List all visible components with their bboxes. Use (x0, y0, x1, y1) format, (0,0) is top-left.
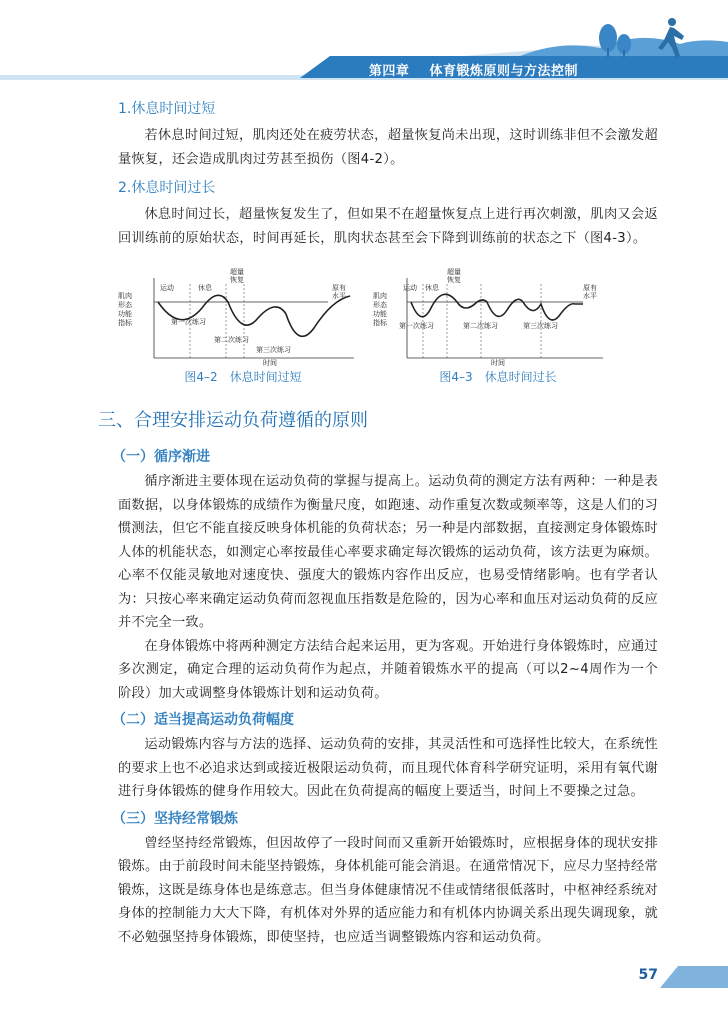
label-orig-1: 原有 (583, 284, 597, 292)
x-axis-label: 时间 (491, 359, 505, 366)
x-axis-label: 时间 (263, 359, 277, 366)
group2-paragraph-1: 运动锻炼内容与方法的选择、运动负荷的安排，其灵活性和可选择性比较大，在系统性的要求上也不必追求达到或接近极限运动负荷，而且现代体育科学研究证明，采用有氧代谢进行身体锻炼的健身作用较大。因此在负荷提高的幅度上要适当，时间上不要操之过急。 (118, 737, 658, 799)
header-decoration (0, 0, 728, 80)
y-axis-label-4: 指标 (373, 319, 387, 327)
page-number: 57 (638, 967, 658, 983)
item2-heading: 2.休息时间过长 (118, 180, 216, 196)
chapter-name: 体育锻炼原则与方法控制 (429, 64, 578, 79)
label-motion: 运动 (403, 284, 417, 292)
label-rest: 休息 (198, 284, 212, 292)
group2-heading: （二）适当提高运动负荷幅度 (112, 712, 294, 728)
footer-decoration (660, 966, 728, 988)
figure-caption-left: 图4–2 休息时间过短 (184, 370, 302, 384)
label-rest: 休息 (425, 284, 439, 292)
y-axis-label-3: 功能 (118, 310, 132, 318)
y-axis-label-2: 形态 (373, 301, 387, 309)
group1-paragraph-1: 循序渐进主要体现在运动负荷的掌握与提高上。运动负荷的测定方法有两种：一种是表面数据，以身体锻炼的成绩作为衡量尺度，如跑速、动作重复次数或频率等，这是人们的习惯测法，但它不能直接反映身体机能的负荷状态；另一种是内部数据，直接测定身体锻炼时人体的机能状态，如测定心率按最佳心率要求确定每次锻炼的运动负荷，该方法更为麻烦。心率不仅能灵敏地对速度快、强度大的锻炼内容作出反应，也易受情绪影响。也有学者认为：只按心率来确定运动负荷而忽视血压指数是危险的，因为心率和血压对运动负荷的反应并不完全一致。 (118, 474, 658, 630)
item2-text: 休息时间过长，超量恢复发生了，但如果不在超量恢复点上进行再次刺激，肌肉又会返回训练前的原始状态，时间再延长，肌肉状态甚至会下降到训练前的状态之下（图4-3）。 (118, 207, 658, 246)
train-1-label: 第一次练习 (171, 318, 206, 326)
y-axis-label-1: 肌肉 (373, 292, 387, 300)
item1-text: 若休息时间过短，肌肉还处在疲劳状态，超量恢复尚未出现，这时训练非但不会激发超量恢复，还会造成肌肉过劳甚至损伤（图4-2）。 (118, 128, 658, 167)
group3-paragraph-1: 曾经坚持经常锻炼，但因故停了一段时间而又重新开始锻炼时，应根据身体的现状安排锻炼。由于前段时间未能坚持锻炼，身体机能可能会消退。在通常情况下，应尽力坚持经常锻炼，这既是练身体也是练意志。但当身体健康情况不佳或情绪很低落时，中枢神经系统对身体的控制能力大大下降，有机体对外界的适应能力和有机体内协调关系出现失调现象，就不必勉强坚持身体锻炼，即使坚持，也应适当调整锻炼内容和运动负荷。 (118, 835, 658, 945)
y-axis-label-4: 指标 (118, 319, 132, 327)
figure-caption-right: 图4–3 休息时间过长 (439, 370, 557, 384)
label-over-1: 超量 (447, 268, 461, 276)
label-orig-1: 原有 (332, 284, 346, 292)
label-motion: 运动 (160, 284, 174, 292)
train-2-label: 第二次练习 (463, 322, 498, 330)
figure-rest-too-long (373, 258, 623, 388)
figures-row (118, 258, 658, 388)
label-over-2: 恢复 (230, 276, 244, 284)
train-3-label: 第三次练习 (256, 346, 291, 354)
section-heading: 三、合理安排运动负荷遵循的原则 (98, 410, 368, 431)
train-2-label: 第二次练习 (214, 336, 249, 344)
chapter-title (369, 60, 578, 79)
figure-rest-too-long-diagram (373, 258, 623, 366)
label-over-1: 超量 (230, 268, 244, 276)
chapter-number: 第四章 (368, 64, 410, 79)
label-over-2: 恢复 (447, 276, 461, 284)
train-3-label: 第三次练习 (523, 322, 558, 330)
group3-heading: （三）坚持经常锻炼 (112, 810, 238, 827)
y-axis-label-3: 功能 (373, 310, 387, 318)
y-axis-label-2: 形态 (118, 301, 132, 309)
train-1-label: 第一次练习 (399, 322, 434, 330)
group1-heading: （一）循序渐进 (112, 449, 210, 465)
page-content (98, 92, 658, 949)
figure-rest-too-short (118, 258, 368, 388)
group1-paragraph-2: 在身体锻炼中将两种测定方法结合起来运用，更为客观。开始进行身体锻炼时，应通过多次测定，确定合理的运动负荷作为起点，并随着锻炼水平的提高（可以2~4周作为一个阶段）加大或调整身体锻炼计划和运动负荷。 (118, 638, 658, 701)
y-axis-label-1: 肌肉 (118, 292, 132, 300)
item1-heading: 1.休息时间过短 (118, 101, 216, 117)
figure-rest-too-short-diagram (118, 258, 368, 366)
chapter-header (0, 0, 728, 80)
label-orig-2: 水平 (583, 292, 597, 300)
label-orig-2: 水平 (332, 292, 346, 300)
